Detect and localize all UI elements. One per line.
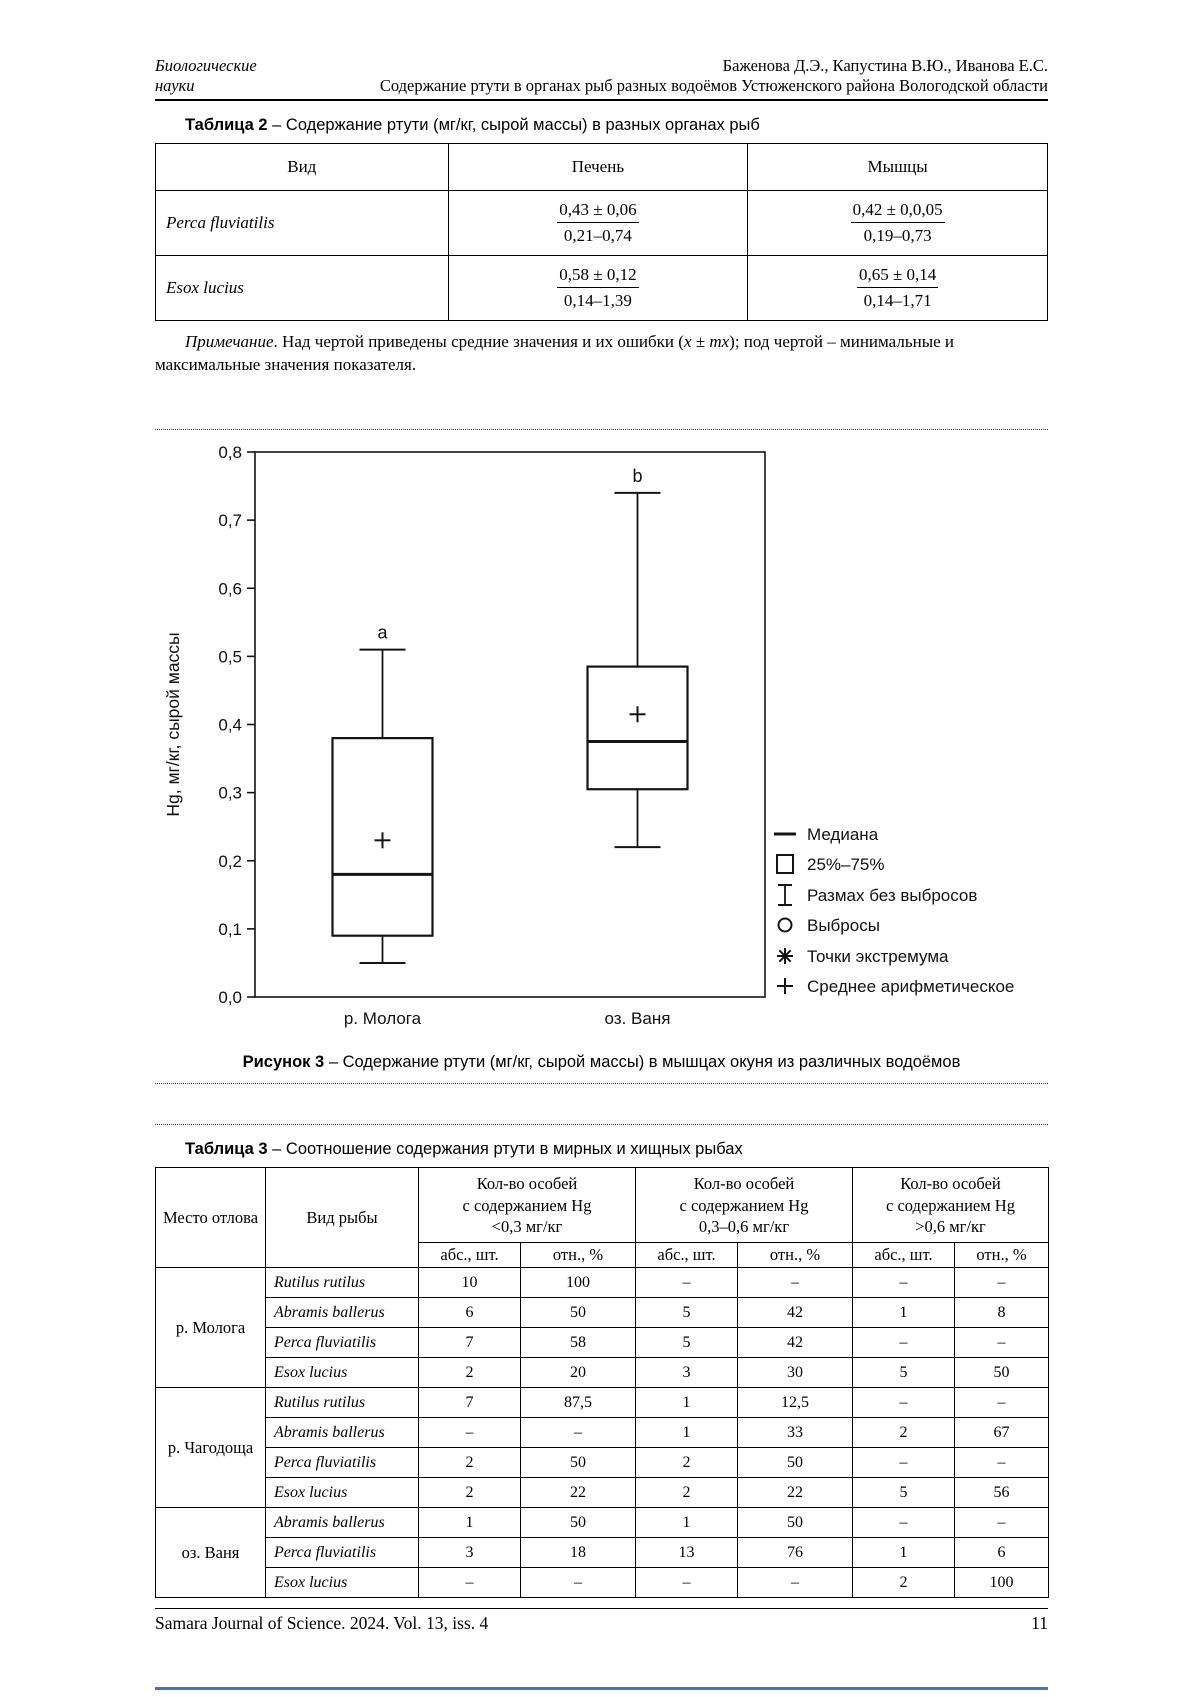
figure3-caption-label: Рисунок 3 [242, 1053, 325, 1072]
article-title: Содержание ртути в органах рыб разных водоёмов Устюженского района Вологодской области [379, 76, 1048, 96]
legend-label: Среднее арифметическое [807, 977, 1015, 997]
y-tick-label: 0,1 [218, 920, 242, 939]
species-cell: Esox lucius [156, 256, 449, 321]
value-cell: – [853, 1388, 955, 1418]
species-cell: Abramis ballerus [266, 1508, 419, 1538]
value-cell: 8 [955, 1298, 1049, 1328]
significance-label: a [377, 622, 388, 643]
value-cell: 56 [955, 1478, 1049, 1508]
value-cell: 13 [636, 1538, 738, 1568]
iqr-box [588, 667, 688, 790]
value-cell: 1 [419, 1508, 521, 1538]
value-cell: 22 [521, 1478, 636, 1508]
y-tick-label: 0,5 [218, 647, 242, 667]
value-cell: – [955, 1508, 1049, 1538]
table3-caption-label: Таблица 3 [185, 1140, 268, 1159]
x-category-label: р. Молога [343, 1009, 422, 1029]
species-cell: Esox lucius [266, 1478, 419, 1508]
value-cell: 50 [521, 1508, 636, 1538]
table3-caption [155, 1140, 1048, 1159]
value-cell: 10 [419, 1268, 521, 1298]
value-cell: – [853, 1328, 955, 1358]
x-category-label: оз. Ваня [604, 1009, 671, 1029]
species-cell: Perca fluviatilis [266, 1538, 419, 1568]
value-cell: – [853, 1508, 955, 1538]
species-cell: Esox lucius [266, 1568, 419, 1598]
place-cell: р. Чагодоща [156, 1388, 266, 1508]
y-tick-label: 0,8 [218, 443, 242, 463]
legend-label: Точки экстремума [807, 947, 949, 967]
table3-subheader-abs: абс., шт. [419, 1243, 521, 1268]
value-cell: – [853, 1448, 955, 1478]
value-cell: – [853, 1268, 955, 1298]
figure3-caption [155, 1053, 1048, 1072]
muscle-cell [748, 256, 1048, 321]
table2-row [156, 256, 1048, 321]
running-head [380, 56, 1048, 96]
note-text-1: . Над чертой приведены средние значения и их ошибки ( [273, 332, 684, 352]
table3-header-row-groups [156, 1168, 1049, 1243]
table3-body [156, 1268, 1049, 1598]
range-value: 0,21–0,74 [563, 226, 632, 246]
value-cell: – [636, 1268, 738, 1298]
value-cell: – [955, 1388, 1049, 1418]
value-cell: – [419, 1418, 521, 1448]
value-cell: 2 [419, 1448, 521, 1478]
value-cell: 20 [521, 1358, 636, 1388]
value-cell: 2 [853, 1568, 955, 1598]
table3-row [156, 1418, 1049, 1448]
table2 [155, 143, 1048, 321]
table3-col-species: Вид рыбы [266, 1168, 419, 1268]
table2-col-liver: Печень [448, 144, 748, 191]
table2-note [155, 331, 1048, 377]
journal-section [155, 56, 257, 96]
note-formula: x ± mx [683, 332, 730, 352]
species-cell: Abramis ballerus [266, 1298, 419, 1328]
mean-value: 0,65 ± 0,14 [857, 265, 938, 288]
value-cell: 12,5 [738, 1388, 853, 1418]
value-cell: 3 [636, 1358, 738, 1388]
legend-label: Медиана [807, 825, 879, 845]
journal-citation: Samara Journal of Science. 2024. Vol. 13, iss. 4 [155, 1613, 489, 1634]
value-cell: 50 [738, 1508, 853, 1538]
authors: Баженова Д.Э., Капустина В.Ю., Иванова Е.С. [722, 56, 1048, 75]
dotted-divider [155, 429, 1048, 430]
figure3-boxplot-chart [155, 440, 1048, 1040]
table2-caption-label: Таблица 2 [185, 116, 268, 135]
y-tick-label: 0,0 [218, 988, 242, 1008]
value-cell: 2 [419, 1478, 521, 1508]
table3-row [156, 1298, 1049, 1328]
value-cell: – [419, 1568, 521, 1598]
table3-row [156, 1268, 1049, 1298]
species-cell: Esox lucius [266, 1358, 419, 1388]
value-cell: 5 [636, 1328, 738, 1358]
value-cell: – [636, 1568, 738, 1598]
y-tick-label: 0,6 [218, 579, 242, 599]
legend-outlier-icon [779, 919, 792, 932]
value-cell: 6 [955, 1538, 1049, 1568]
table3-row [156, 1538, 1049, 1568]
y-axis-title: Hg, мг/кг, сырой массы [163, 632, 183, 817]
value-cell: 3 [419, 1538, 521, 1568]
value-cell: 76 [738, 1538, 853, 1568]
legend-item [777, 977, 1014, 996]
value-cell: 1 [636, 1508, 738, 1538]
legend-box-icon [777, 855, 793, 873]
value-cell: 50 [521, 1298, 636, 1328]
section-line1: Биологические [155, 56, 257, 75]
figure3-caption-text: – Содержание ртути (мг/кг, сырой массы) в мышцах окуня из различных водоёмов [328, 1053, 961, 1072]
value-cell: 2 [636, 1478, 738, 1508]
legend-item [778, 885, 977, 905]
value-cell: 58 [521, 1328, 636, 1358]
liver-cell [448, 256, 748, 321]
table2-col-species: Вид [156, 144, 449, 191]
legend-item [777, 855, 885, 874]
table3-subheader-rel: отн., % [955, 1243, 1049, 1268]
table3-row [156, 1328, 1049, 1358]
bottom-accent-line [155, 1687, 1048, 1690]
mean-value: 0,42 ± 0,0,05 [851, 200, 945, 223]
value-cell: 1 [636, 1388, 738, 1418]
value-cell: 2 [853, 1418, 955, 1448]
species-cell: Perca fluviatilis [266, 1448, 419, 1478]
table3 [155, 1167, 1049, 1598]
range-value: 0,14–1,39 [563, 291, 632, 311]
value-cell: 6 [419, 1298, 521, 1328]
value-cell: 100 [521, 1268, 636, 1298]
y-tick-label: 0,3 [218, 783, 242, 803]
value-cell: 2 [636, 1448, 738, 1478]
legend-label: Размах без выбросов [807, 886, 978, 906]
legend-item [774, 825, 879, 844]
table3-group-header-high: Кол-во особей с содержанием Hg >0,6 мг/кг [853, 1168, 1049, 1243]
value-cell: – [521, 1418, 636, 1448]
page-header [155, 56, 1048, 101]
value-cell: – [955, 1268, 1049, 1298]
place-cell: оз. Ваня [156, 1508, 266, 1598]
liver-cell [448, 191, 748, 256]
value-cell: – [955, 1328, 1049, 1358]
table3-row [156, 1478, 1049, 1508]
table2-header-row [156, 144, 1048, 191]
table3-col-place: Место отлова [156, 1168, 266, 1268]
value-cell: 1 [853, 1298, 955, 1328]
table2-row [156, 191, 1048, 256]
table3-subheader-abs: абс., шт. [636, 1243, 738, 1268]
note-text-2: ); под чертой – минимальные и максимальные значения показателя. [155, 332, 955, 375]
table2-caption [155, 116, 1048, 135]
value-cell: 22 [738, 1478, 853, 1508]
value-cell: 42 [738, 1298, 853, 1328]
table3-row [156, 1358, 1049, 1388]
page-number: 11 [1031, 1613, 1048, 1634]
y-tick-label: 0,7 [218, 511, 242, 531]
table2-body [156, 191, 1048, 321]
value-cell: 33 [738, 1418, 853, 1448]
muscle-cell [748, 191, 1048, 256]
value-cell: 1 [853, 1538, 955, 1568]
table3-subheader-rel: отн., % [521, 1243, 636, 1268]
value-cell: 87,5 [521, 1388, 636, 1418]
value-cell: 7 [419, 1328, 521, 1358]
dotted-divider [155, 1124, 1048, 1125]
y-tick-label: 0,4 [218, 715, 242, 735]
value-cell: – [521, 1568, 636, 1598]
table3-group-header-mid: Кол-во особей с содержанием Hg 0,3–0,6 мг/кг [636, 1168, 853, 1243]
legend-item [779, 916, 880, 935]
figure3 [155, 440, 1048, 1045]
value-cell: – [738, 1568, 853, 1598]
range-value: 0,19–0,73 [863, 226, 932, 246]
table2-caption-text: – Содержание ртути (мг/кг, сырой массы) в разных органах рыб [272, 116, 760, 135]
value-cell: 30 [738, 1358, 853, 1388]
value-cell: – [738, 1268, 853, 1298]
value-cell: 2 [419, 1358, 521, 1388]
mean-value: 0,58 ± 0,12 [557, 265, 638, 288]
table3-caption-text: – Соотношение содержания ртути в мирных и хищных рыбах [272, 1140, 743, 1159]
species-cell: Perca fluviatilis [266, 1328, 419, 1358]
value-cell: 42 [738, 1328, 853, 1358]
species-cell: Abramis ballerus [266, 1418, 419, 1448]
legend-label: 25%–75% [807, 855, 885, 875]
value-cell: 50 [738, 1448, 853, 1478]
value-cell: 5 [636, 1298, 738, 1328]
species-cell: Rutilus rutilus [266, 1388, 419, 1418]
mean-value: 0,43 ± 0,06 [557, 200, 638, 223]
place-cell: р. Молога [156, 1268, 266, 1388]
dotted-divider [155, 1083, 1048, 1084]
table3-row [156, 1568, 1049, 1598]
note-label: Примечание [185, 332, 274, 352]
range-value: 0,14–1,71 [863, 291, 932, 311]
legend-label: Выбросы [807, 916, 880, 936]
value-cell: 7 [419, 1388, 521, 1418]
value-cell: 1 [636, 1418, 738, 1448]
table3-subheader-rel: отн., % [738, 1243, 853, 1268]
value-cell: 5 [853, 1358, 955, 1388]
species-cell: Rutilus rutilus [266, 1268, 419, 1298]
page-footer [155, 1608, 1048, 1634]
value-cell: 50 [955, 1358, 1049, 1388]
table3-row [156, 1388, 1049, 1418]
value-cell: 18 [521, 1538, 636, 1568]
table2-col-muscle: Мышцы [748, 144, 1048, 191]
table3-group-header-low: Кол-во особей с содержанием Hg <0,3 мг/кг [419, 1168, 636, 1243]
value-cell: 67 [955, 1418, 1049, 1448]
value-cell: 5 [853, 1478, 955, 1508]
legend-item [777, 947, 949, 966]
species-cell: Perca fluviatilis [156, 191, 449, 256]
significance-label: b [632, 466, 643, 486]
value-cell: – [955, 1448, 1049, 1478]
value-cell: 100 [955, 1568, 1049, 1598]
section-line2: науки [155, 76, 195, 96]
table3-row [156, 1448, 1049, 1478]
table3-row [156, 1508, 1049, 1538]
value-cell: 50 [521, 1448, 636, 1478]
table3-subheader-abs: абс., шт. [853, 1243, 955, 1268]
y-tick-label: 0,2 [218, 851, 242, 871]
